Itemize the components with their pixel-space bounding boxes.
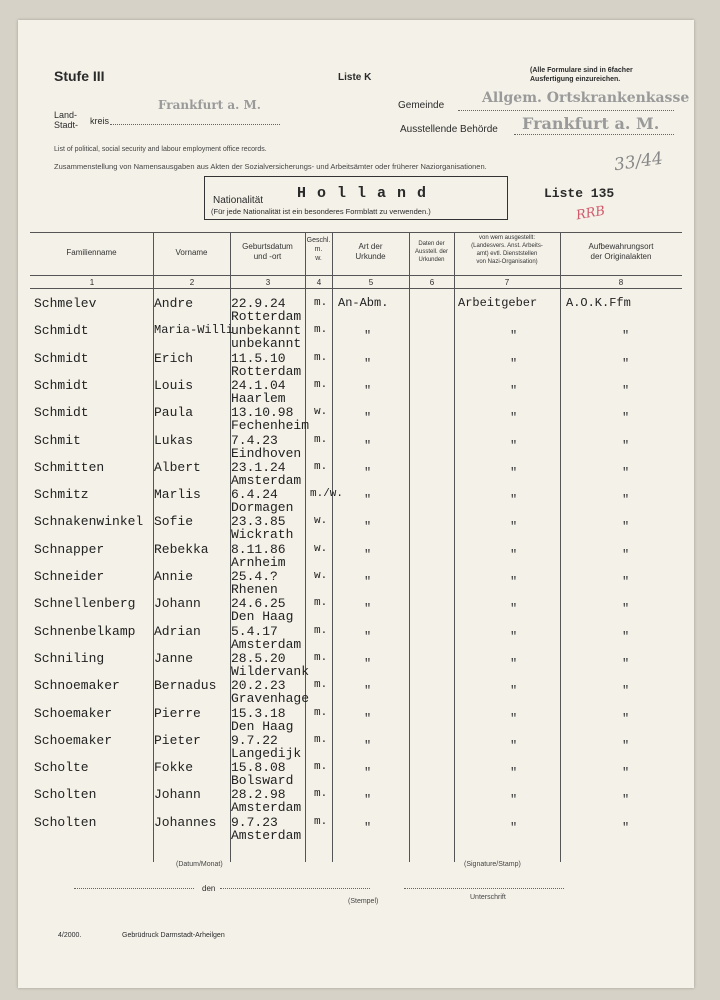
cell-familienname: Scholten [34,814,97,830]
kreis-label: kreis [90,116,110,126]
colnum-7: 7 [504,278,510,287]
col-divider-6 [454,232,455,862]
ditto-art-urkunde: " [364,711,372,726]
cell-familienname: Schmitten [34,459,105,475]
cell-geschlecht: w. [314,570,328,582]
ditto-art-urkunde: " [364,738,372,753]
ditto-ausgestellt-von: " [510,793,518,808]
footer-datum: (Datum/Monat) [176,861,223,868]
cell-familienname: Scholten [34,787,97,803]
ditto-aufbewahrungsort: " [622,356,630,371]
cell-geburtsdatum: 23.3.85 [231,514,286,530]
cell-geburtsdatum: 9.7.22 [231,732,278,748]
colnum-6: 6 [429,278,435,287]
cell-geburtsort: Rotterdam [231,363,302,379]
cell-vorname: Andre [154,296,194,311]
cell-familienname: Schmitz [34,487,89,503]
ditto-ausgestellt-von: " [510,575,518,589]
cell-geburtsort: Arnheim [231,554,286,570]
footer-unterschrift: Unterschrift [470,894,506,901]
behoerde-label: Ausstellende Behörde [400,124,498,135]
kreis-stamp: Frankfurt a. M. [158,98,261,112]
cell-geschlecht: m. [314,733,328,746]
cell-vorname: Pierre [154,705,201,721]
cell-geburtsdatum: 5.4.17 [231,623,278,639]
ditto-art-urkunde: " [364,465,372,480]
cell-geburtsdatum: 11.5.10 [231,350,286,366]
cell-geschlecht: m. [314,679,328,692]
cell-geburtsdatum: 8.11.86 [231,541,286,557]
cell-geschlecht: m. [314,297,328,309]
cell-geburtsort: Amsterdam [231,636,302,652]
cell-geschlecht: m. [314,351,328,364]
colnum-5: 5 [368,278,374,287]
cell-geburtsort: Bolsward [231,773,294,789]
ditto-ausgestellt-von: " [510,356,518,371]
ditto-ausgestellt-von: " [510,738,518,753]
cell-geburtsort: Amsterdam [231,472,302,488]
cell-familienname: Schmidt [34,405,89,421]
liste-k-label: Liste K [338,72,372,83]
liste-number: Liste 135 [544,186,615,201]
ditto-art-urkunde: " [364,602,372,617]
header-familienname: Familienname [66,248,117,257]
cell-geschlecht: m. [314,761,328,774]
gemeinde-stamp: Allgem. Ortskrankenkasse [482,90,690,106]
cell-vorname: Johann [154,787,201,803]
cell-geburtsdatum: 24.6.25 [231,596,286,612]
ditto-art-urkunde: " [364,438,372,453]
signature-line [404,878,564,889]
cell-geburtsort: Dormagen [231,500,294,516]
ditto-art-urkunde: " [364,575,372,589]
cell-vorname: Paula [154,405,194,421]
ditto-aufbewahrungsort: " [622,411,630,426]
footer-printer: Gebrüdruck Darmstadt-Arheilgen [122,932,225,939]
header-bottom-rule [30,275,682,276]
cell-vorname: Adrian [154,623,201,639]
footer-den: den [202,884,216,893]
cell-geburtsort: Wickrath [231,527,294,543]
ditto-ausgestellt-von: " [510,383,518,398]
ditto-art-urkunde: " [364,820,372,835]
header-aufbewahrungsort: Aufbewahrungsort der Originalakten [588,242,654,261]
cell-geburtsort: Eindhoven [231,445,302,461]
cell-vorname: Maria-Willi [154,323,234,338]
handwritten-number: 33/44 [612,148,665,176]
ditto-art-urkunde: " [364,547,372,562]
ditto-ausgestellt-von: " [510,820,518,835]
cell-familienname: Schnapper [34,541,105,557]
ditto-ausgestellt-von: " [510,547,518,562]
header-ausgestellt-von: von wem ausgestellt: (Landesvers. Anst. Arbeits- amt) evtl. Dienststellen von Nazi-Organisation) [471,235,543,265]
cell-geburtsdatum: 22.9.24 [231,296,286,311]
document-page [18,20,694,988]
cell-geschlecht: m. [314,815,328,828]
cell-geschlecht: m. [314,788,328,801]
cell-geburtsdatum: 9.7.23 [231,814,278,830]
colnum-bottom-rule [30,288,682,289]
cell-geburtsdatum: 15.3.18 [231,705,286,721]
colnum-8: 8 [618,278,624,287]
cell-vorname: Erich [154,350,194,366]
colnum-2: 2 [189,278,195,287]
cell-familienname: Schnoemaker [34,678,120,694]
footer-print-number: 4/2000. [58,932,82,939]
colnum-4: 4 [316,278,322,287]
cell-familienname: Schmidt [34,323,89,339]
header-daten-ausstellung: Daten der Ausstell. der Urkunden [414,241,448,263]
german-subtitle: Zusammenstellung von Namensausgaben aus Akten der Sozialversicherungs- und Arbeitsämter oder früherer Naziorganisationen. [54,162,487,171]
ditto-aufbewahrungsort: " [622,438,630,453]
cell-geschlecht: m. [314,324,328,337]
cell-geschlecht: m. [314,597,328,610]
ditto-aufbewahrungsort: " [622,656,630,671]
ditto-art-urkunde: " [364,383,372,398]
land-stadt-label: Land- Stadt- [54,110,79,130]
col-divider-5 [409,232,410,862]
gemeinde-label: Gemeinde [398,100,445,111]
cell-geschlecht: m./w. [310,488,344,501]
cell-familienname: Schoemaker [34,732,113,748]
cell-geschlecht: m. [314,378,328,391]
ditto-aufbewahrungsort: " [622,629,630,644]
cell-geburtsort: Gravenhage [231,691,310,707]
cell-vorname: Marlis [154,487,201,503]
cell-ausgestellt-von: Arbeitgeber [458,296,538,310]
cell-familienname: Schmit [34,432,81,448]
cell-geschlecht: w. [314,542,328,555]
ditto-ausgestellt-von: " [510,438,518,453]
cell-vorname: Janne [154,650,194,666]
ditto-aufbewahrungsort: " [622,383,630,398]
cell-geburtsdatum: 25.4.? [231,569,278,584]
nationality-box [204,176,508,220]
cell-aufbewahrungsort: A.O.K.Ffm [566,296,631,310]
cell-geschlecht: m. [314,706,328,719]
cell-vorname: Bernadus [154,678,217,694]
cell-geburtsdatum: 7.4.23 [231,432,278,448]
col-divider-3 [305,232,306,862]
ditto-ausgestellt-von: " [510,465,518,480]
nationality-label: Nationalität [213,195,264,206]
all-forms-note: (Alle Formulare sind in 6facher Ausfertigung einzureichen. [530,67,633,83]
cell-geburtsdatum: 23.1.24 [231,459,286,475]
colnum-1: 1 [89,278,95,287]
cell-familienname: Scholte [34,760,89,776]
cell-geburtsort: Fechenheim [231,418,310,434]
col-divider-4 [332,232,333,862]
nationality-value: H o l l a n d [297,185,428,202]
stufe-label: Stufe III [54,68,105,84]
ditto-aufbewahrungsort: " [622,493,630,508]
ditto-art-urkunde: " [364,684,372,699]
cell-familienname: Schmidt [34,377,89,393]
cell-geburtsort: unbekannt [231,336,302,352]
place-line [74,878,194,889]
cell-familienname: Schmelev [34,296,97,311]
ditto-art-urkunde: " [364,411,372,426]
ditto-ausgestellt-von: " [510,493,518,508]
cell-familienname: Schmidt [34,350,89,366]
ditto-ausgestellt-von: " [510,684,518,699]
cell-familienname: Schoemaker [34,705,113,721]
cell-geburtsdatum: 15.8.08 [231,760,286,776]
ditto-art-urkunde: " [364,656,372,671]
col-divider-7 [560,232,561,862]
ditto-art-urkunde: " [364,493,372,508]
ditto-ausgestellt-von: " [510,656,518,671]
cell-familienname: Schnenbelkamp [34,623,136,639]
cell-vorname: Rebekka [154,541,209,557]
cell-vorname: Johannes [154,814,217,830]
ditto-ausgestellt-von: " [510,711,518,726]
cell-geburtsort: Rhenen [231,582,278,597]
ditto-ausgestellt-von: " [510,329,518,344]
behoerde-stamp: Frankfurt a. M. [522,114,660,133]
cell-geburtsort: Den Haag [231,718,294,734]
cell-geburtsort: Amsterdam [231,800,302,816]
ditto-aufbewahrungsort: " [622,684,630,699]
ditto-art-urkunde: " [364,329,372,344]
cell-geburtsdatum: 20.2.23 [231,678,286,694]
ditto-ausgestellt-von: " [510,602,518,617]
cell-art-urkunde: An-Abm. [338,296,389,310]
ditto-art-urkunde: " [364,793,372,808]
ditto-aufbewahrungsort: " [622,547,630,562]
english-subtitle: List of political, social security and labour employment office records. [54,146,267,153]
cell-geburtsdatum: 24.1.04 [231,377,286,393]
ditto-aufbewahrungsort: " [622,575,630,589]
nationality-note: (Für jede Nationalität ist ein besonderes Formblatt zu verwenden.) [211,207,431,216]
cell-geburtsort: Wildervank [231,663,310,679]
ditto-ausgestellt-von: " [510,629,518,644]
cell-vorname: Albert [154,459,201,475]
cell-vorname: Fokke [154,760,194,776]
ditto-ausgestellt-von: " [510,766,518,781]
cell-geburtsdatum: unbekannt [231,323,302,339]
cell-vorname: Sofie [154,514,194,530]
cell-familienname: Schniling [34,650,105,666]
ditto-aufbewahrungsort: " [622,738,630,753]
cell-geschlecht: m. [314,651,328,664]
cell-geschlecht: w. [314,515,328,528]
cell-vorname: Johann [154,596,201,612]
ditto-aufbewahrungsort: " [622,820,630,835]
ditto-art-urkunde: " [364,766,372,781]
footer-signature-stamp: (Signature/Stamp) [464,861,521,868]
ditto-aufbewahrungsort: " [622,465,630,480]
cell-geburtsdatum: 6.4.24 [231,487,278,503]
cell-familienname: Schneider [34,569,105,584]
cell-geburtsort: Haarlem [231,390,286,406]
cell-geburtsort: Rotterdam [231,309,302,324]
cell-familienname: Schnakenwinkel [34,514,144,530]
cell-vorname: Louis [154,377,194,393]
cell-geburtsort: Den Haag [231,609,294,625]
colnum-3: 3 [265,278,271,287]
ditto-art-urkunde: " [364,356,372,371]
header-geburtsdatum: Geburtsdatum und -ort [242,242,293,261]
cell-geschlecht: m. [314,433,328,446]
cell-geburtsort: Langedijk [231,745,302,761]
cell-vorname: Annie [154,569,194,584]
cell-geburtsdatum: 13.10.98 [231,405,294,421]
cell-vorname: Lukas [154,432,194,448]
cell-geschlecht: m. [314,460,328,473]
ditto-ausgestellt-von: " [510,520,518,535]
cell-geschlecht: m. [314,624,328,637]
cell-vorname: Pieter [154,732,201,748]
kreis-line [110,112,280,125]
ditto-aufbewahrungsort: " [622,520,630,535]
ditto-ausgestellt-von: " [510,411,518,426]
header-art-urkunde: Art der Urkunde [355,242,386,261]
ditto-aufbewahrungsort: " [622,602,630,617]
ditto-aufbewahrungsort: " [622,793,630,808]
ditto-aufbewahrungsort: " [622,329,630,344]
cell-familienname: Schnellenberg [34,596,136,612]
cell-geschlecht: w. [314,406,328,419]
cell-geburtsort: Amsterdam [231,827,302,843]
cell-geburtsdatum: 28.5.20 [231,650,286,666]
table-top-rule [30,232,682,233]
ditto-art-urkunde: " [364,629,372,644]
ditto-art-urkunde: " [364,520,372,535]
ditto-aufbewahrungsort: " [622,711,630,726]
handwritten-red-mark: RRB [574,203,607,224]
footer-stempel: (Stempel) [348,898,379,905]
ditto-aufbewahrungsort: " [622,766,630,781]
header-vorname: Vorname [175,248,208,257]
date-line [220,878,370,889]
cell-geburtsdatum: 28.2.98 [231,787,286,803]
header-geschlecht: Geschl. m. w. [306,237,331,262]
